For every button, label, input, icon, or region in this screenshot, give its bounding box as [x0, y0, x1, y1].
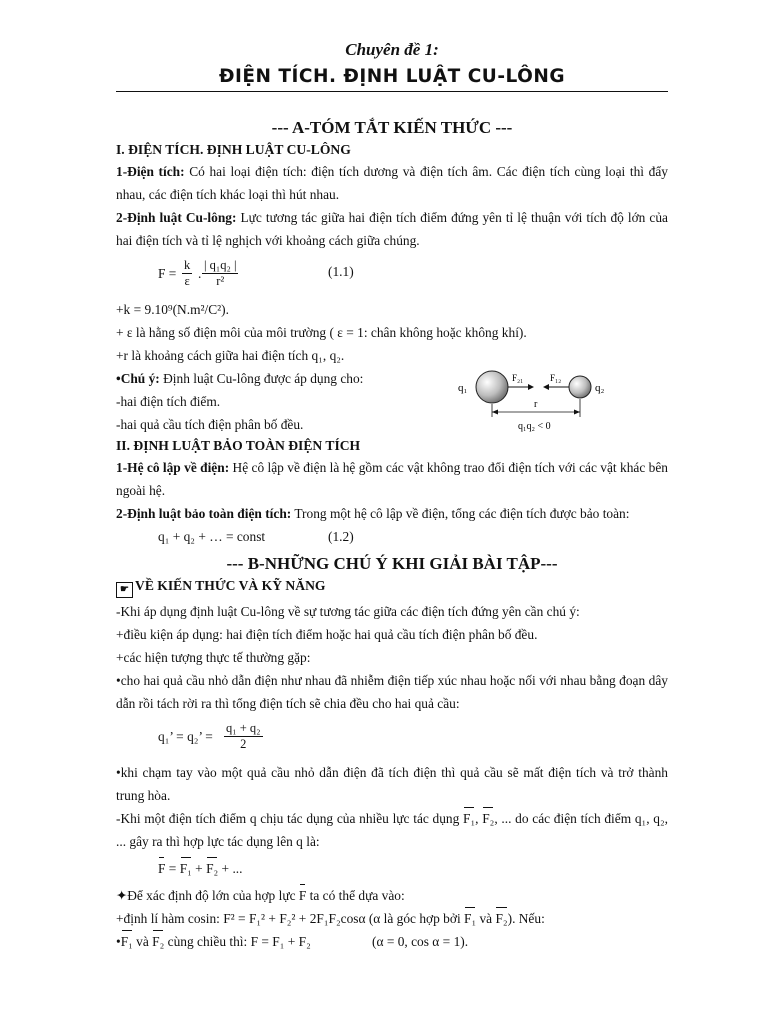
- hand-point-icon: ☛: [116, 582, 133, 598]
- share-den: 2: [240, 737, 247, 751]
- arrow-f21-head: [528, 384, 534, 390]
- magnitude-text-a: ✦Để xác định độ lớn của hợp lực: [116, 888, 299, 903]
- multi-forces-text-b: , ... do các điện tích điểm q₁, q₂, ... gây ra thì hợp lực tác dụng lên q là:: [116, 811, 668, 849]
- formula-tag-1-2: (1.2): [328, 529, 354, 544]
- label-q1: q₁: [458, 382, 468, 394]
- conservation-label: 2-Định luật bảo toàn điện tích:: [116, 506, 292, 521]
- isolated-text: Hệ cô lập về điện là hệ gồm các vật không trao đổi điện tích với các vật khác bên ngoài hệ.: [116, 460, 668, 498]
- note-item-2: -hai quả cầu tích điện phân bố đều.: [116, 417, 304, 432]
- paragraph-isolated: [116, 456, 668, 502]
- conservation-formula: [116, 525, 668, 548]
- skills-heading: VỀ KIẾN THỨC VÀ KỸ NĂNG: [135, 578, 326, 593]
- formula-k: k: [184, 258, 191, 272]
- vector-f2: F₂: [482, 807, 494, 830]
- label-r: r: [534, 399, 538, 410]
- note-apply-line: -Khi áp dụng định luật Cu-lông về sự tương tác giữa các điện tích đứng yên cần chú ý:: [116, 604, 580, 619]
- document-page: [116, 40, 668, 953]
- multi-forces-sep: ,: [475, 811, 483, 826]
- distance-line: +r là khoảng cách giữa hai điện tích q₁, q₂.: [116, 348, 345, 363]
- sphere-q1: [476, 371, 508, 403]
- formula-num: | q₁q₂ |: [204, 258, 237, 272]
- resultant-eq: =: [165, 861, 180, 876]
- same-condition: (α = 0, cos α = 1).: [372, 934, 469, 949]
- note-label: •Chú ý:: [116, 371, 160, 386]
- formula-dot: .: [198, 266, 202, 281]
- formula-den: r²: [216, 274, 225, 288]
- cosine-and: và: [476, 911, 496, 926]
- paragraph-conservation: [116, 502, 668, 525]
- vector-f1-sum: F₁: [180, 857, 192, 880]
- dim-arrow-right: [574, 410, 580, 415]
- coulomb-formula: [116, 252, 668, 298]
- label-f12: F₁₂: [550, 373, 562, 383]
- share-num: q₁ + q₂: [226, 721, 261, 735]
- same-and: và: [132, 934, 153, 949]
- part1-heading: I. ĐIỆN TÍCH. ĐỊNH LUẬT CU-LÔNG: [116, 142, 351, 157]
- formula-eps: ε: [184, 274, 190, 288]
- label-q2: q₂: [595, 382, 605, 394]
- resultant-tail: + ...: [218, 861, 243, 876]
- touch-paragraph: •khi chạm tay vào một quả cầu nhỏ dẫn điện đã tích điện thì quả cầu sẽ mất điện tích và trở thành trung hòa.: [116, 765, 668, 803]
- condition-line: +điều kiện áp dụng: hai điện tích điểm hoặc hai quả cầu tích điện phân bố đều.: [116, 627, 538, 642]
- section-a-title: --- A-TÓM TẮT KIẾN THỨC ---: [271, 118, 513, 137]
- vector-f-mag: F: [299, 884, 306, 907]
- resultant-formula: [116, 857, 668, 880]
- same-direction-line: [116, 930, 668, 953]
- conservation-text: Trong một hệ cô lập về điện, tổng các điện tích được bảo toàn:: [291, 506, 630, 521]
- skills-heading-row: [116, 578, 668, 598]
- multi-forces-text-a: -Khi một điện tích điểm q chịu tác dụng của nhiều lực tác dụng: [116, 811, 464, 826]
- formula-q-frac: [202, 258, 238, 289]
- charge-text: Có hai loại điện tích: điện tích dương và điện tích âm. Các điện tích cùng loại thì đẩy nhau, các điện tích khác loại thì hút nhau.: [116, 164, 668, 202]
- cosine-text-a: +định lí hàm cosin: F² = F₁² + F₂² + 2F₁F₂cosα (α là góc hợp bởi: [116, 911, 465, 926]
- resultant-plus: +: [191, 861, 207, 876]
- sphere-q2: [569, 376, 591, 398]
- vector-f1-cos: F₁: [464, 907, 476, 930]
- paragraph-coulomb: [116, 206, 668, 252]
- label-condition: q₁q₂ < 0: [518, 421, 551, 432]
- formula-k-frac: [182, 258, 192, 289]
- vector-f1-same: F₁: [121, 930, 133, 953]
- multiple-forces-paragraph: [116, 807, 668, 853]
- k-constant-line: +k = 9.10⁹(N.m²/C²).: [116, 302, 229, 317]
- chapter-title: ĐIỆN TÍCH. ĐỊNH LUẬT CU-LÔNG: [116, 66, 668, 92]
- cosine-text-b: ). Nếu:: [507, 911, 545, 926]
- same-text: cùng chiều thì: F = F₁ + F₂: [164, 934, 311, 949]
- formula-f: F =: [158, 266, 177, 281]
- magnitude-line: [116, 884, 668, 907]
- share-charge-formula: [116, 715, 668, 761]
- formula-tag-1-1: (1.1): [328, 264, 354, 279]
- dim-arrow-left: [492, 410, 498, 415]
- coulomb-label: 2-Định luật Cu-lông:: [116, 210, 237, 225]
- phenomena-line: +các hiện tượng thực tế thường gặp:: [116, 650, 311, 665]
- label-f21: F₂₁: [512, 373, 524, 383]
- section-b-title: --- B-NHỮNG CHÚ Ý KHI GIẢI BÀI TẬP---: [226, 554, 558, 573]
- chapter-subtitle: Chuyên đề 1:: [345, 40, 439, 59]
- paragraph-charge: [116, 160, 668, 206]
- vector-f: F: [158, 857, 165, 880]
- coulomb-force-figure: [452, 363, 622, 439]
- vector-f2-sum: F₂: [206, 857, 218, 880]
- vector-f2-cos: F₂: [495, 907, 507, 930]
- charge-label: 1-Điện tích:: [116, 164, 185, 179]
- coulomb-text: Lực tương tác giữa hai điện tích điểm đứng yên tỉ lệ thuận với tích độ lớn của hai điện tích và tỉ lệ nghịch với khoảng cách giữa chúng.: [116, 210, 668, 248]
- bullet: •: [116, 934, 121, 949]
- arrow-f12-head: [543, 384, 549, 390]
- share-left: q₁’ = q₂’ =: [158, 729, 213, 744]
- note-and-figure: [116, 367, 668, 436]
- share-frac: [224, 721, 263, 752]
- contact-spheres-paragraph: •cho hai quả cầu nhỏ dẫn điện như nhau đã nhiễm điện tiếp xúc nhau hoặc nối với nhau bằng đoạn dây dẫn rồi tách rời ra thì tổng điện tích sẽ chia đều cho hai quả cầu:: [116, 673, 668, 711]
- epsilon-line: + ε là hằng số điện môi của môi trường ( ε = 1: chân không hoặc không khí).: [116, 325, 527, 340]
- magnitude-text-b: ta có thể dựa vào:: [306, 888, 405, 903]
- cosine-line: [116, 907, 668, 930]
- isolated-label: 1-Hệ cô lập về điện:: [116, 460, 230, 475]
- vector-f2-same: F₂: [152, 930, 164, 953]
- vector-f1: F₁: [463, 807, 475, 830]
- part2-heading: II. ĐỊNH LUẬT BẢO TOÀN ĐIỆN TÍCH: [116, 438, 361, 453]
- conservation-expr: q₁ + q₂ + … = const: [158, 529, 266, 544]
- note-text: Định luật Cu-lông được áp dụng cho:: [159, 371, 364, 386]
- note-item-1: -hai điện tích điểm.: [116, 394, 221, 409]
